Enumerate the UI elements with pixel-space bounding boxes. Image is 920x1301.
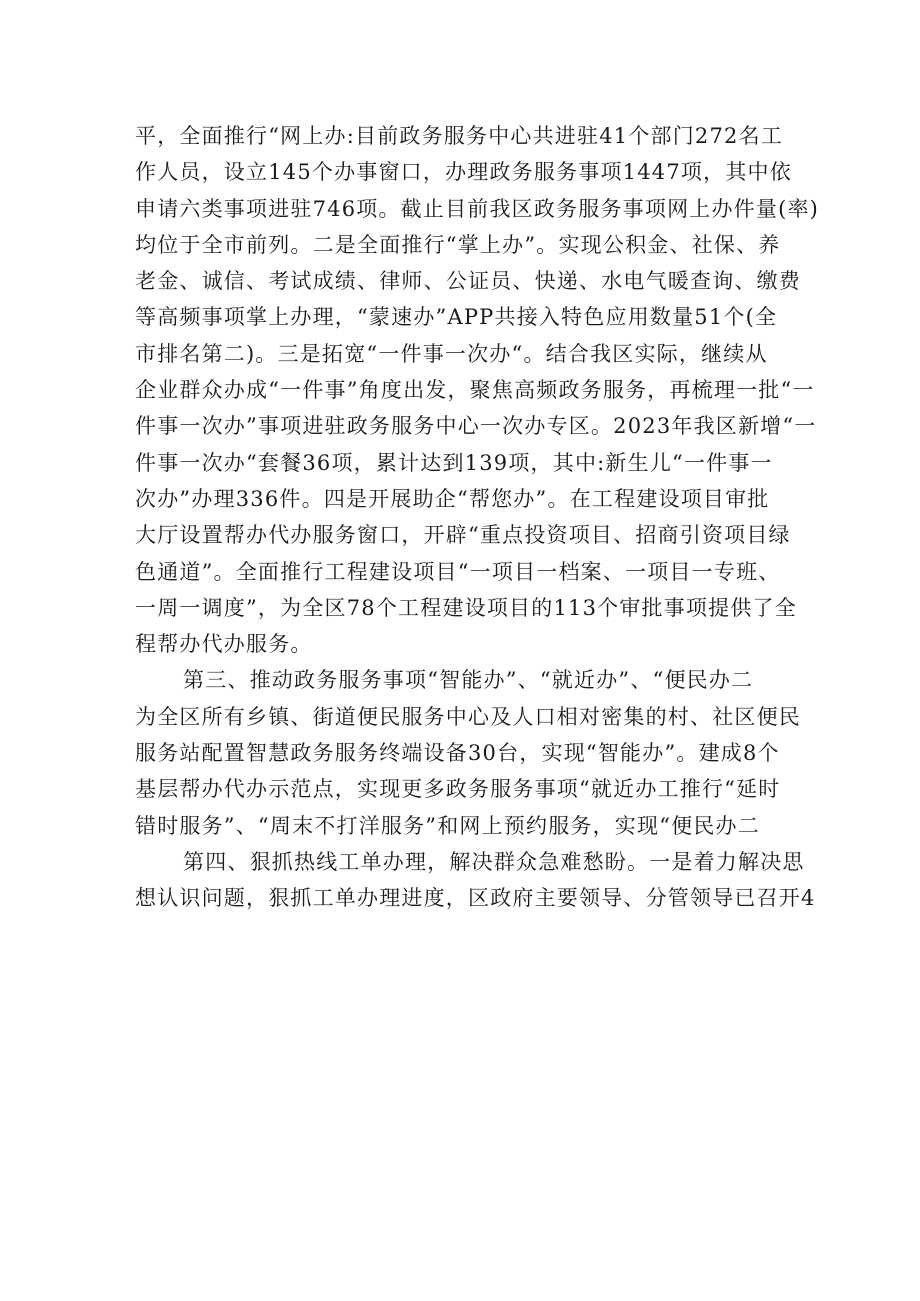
paragraph-online-services [135, 118, 820, 662]
text-line: 第三、推动政务服务事项“智能办”、“就近办”、“便民办二 [183, 668, 754, 693]
text-line: 程帮办代办服务。 [135, 632, 313, 657]
text-line: 作人员，设立145个办事窗口，办理政务服务事项1447项，其中依 [135, 160, 792, 185]
text-line: 色通道”。全面推行工程建设项目“一项目一档案、一项目一专班、 [135, 559, 781, 584]
text-line: 等高频事项掌上办理，“蒙速办”APP共接入特色应用数量51个(全 [135, 305, 778, 330]
text-line: 错时服务”、“周末不打洋服务”和网上预约服务，实现“便民办二 [135, 813, 760, 838]
text-line: 次办”办理336件。四是开展助企“帮您办”。在工程建设项目审批 [135, 486, 770, 511]
document-body [135, 118, 820, 917]
text-line: 平，全面推行“网上办:目前政务服务中心共进驻41个部门272名工 [135, 124, 784, 148]
text-line: 件事一次办”事项进驻政务服务中心一次办专区。2023年我区新增“一 [135, 414, 817, 439]
text-line: 申请六类事项进驻746项。截止目前我区政务服务事项网上办件量(率) [135, 196, 820, 221]
text-line: 件事一次办“套餐36项，累计达到139项，其中:新生儿“一件事一 [135, 450, 773, 475]
text-line: 一周一调度”，为全区78个工程建设项目的113个审批事项提供了全 [135, 595, 797, 620]
text-line: 市排名第二)。三是拓宽“一件事一次办“。结合我区实际，继续从 [135, 341, 768, 366]
text-line: 基层帮办代办示范点，实现更多政务服务事项“就近办工推行“延时 [135, 777, 781, 802]
text-line: 第四、狠抓热线工单办理，解决群众急难愁盼。一是着力解决思 [183, 849, 805, 874]
text-line: 企业群众办成“一件事”角度出发，聚焦高频政务服务，再梳理一批“一 [135, 378, 815, 403]
text-line: 老金、诚信、考试成绩、律师、公证员、快递、水电气暖查询、缴费 [135, 269, 801, 294]
paragraph-fourth-item [135, 844, 816, 917]
paragraph-third-item [135, 662, 801, 843]
text-line: 想认识问题，狠抓工单办理进度，区政府主要领导、分管领导已召开4 [135, 886, 816, 911]
text-line: 大厅设置帮办代办服务窗口，开辟“重点投资项目、招商引资项目绿 [135, 523, 791, 548]
text-line: 服务站配置智慧政务服务终端设备30台，实现“智能办”。建成8个 [135, 741, 780, 766]
text-line: 均位于全市前列。二是全面推行“掌上办”。实现公积金、社保、养 [135, 232, 781, 257]
text-line: 为全区所有乡镇、街道便民服务中心及人口相对密集的村、社区便民 [135, 704, 801, 729]
